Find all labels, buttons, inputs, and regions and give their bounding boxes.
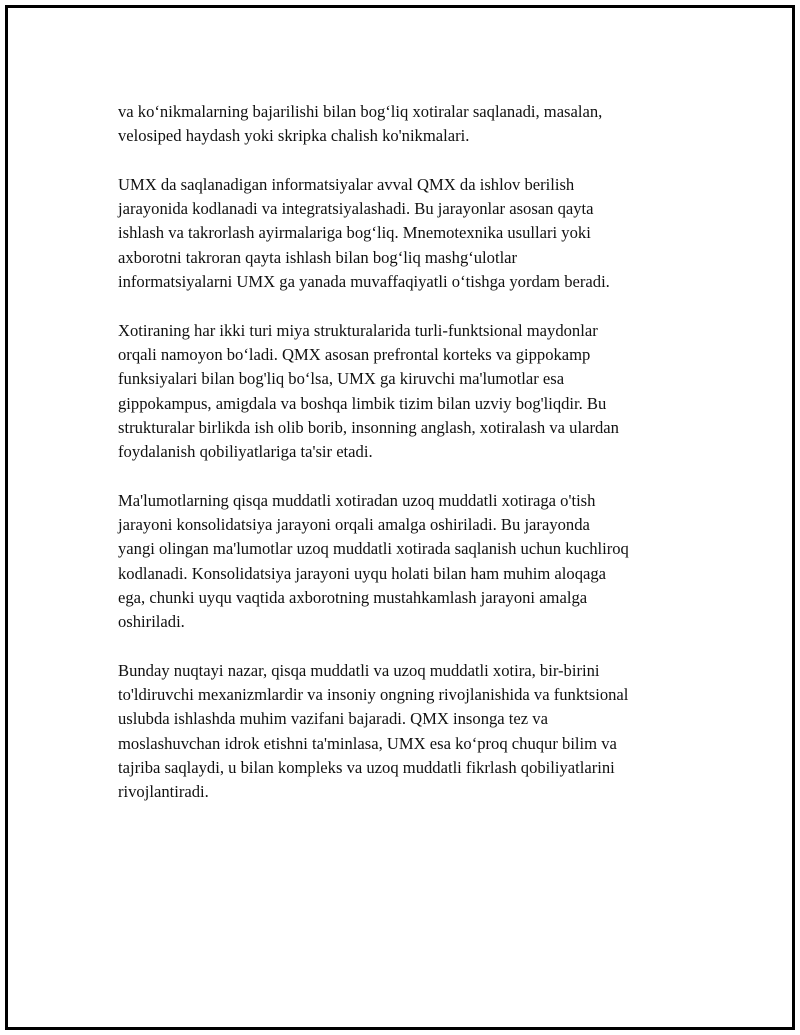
paragraph-4: Ma'lumotlarning qisqa muddatli xotiradan uzoq muddatli xotiraga o'tish jarayoni konsolidatsiya jarayoni orqali amalga oshiriladi. Bu jarayonda yangi olingan ma'lumotlar uzoq muddatli xotirada saqlanish uchun kuchliroq kodlanadi. Konsolidatsiya jarayoni uyqu holati bilan ham muhim aloqaga ega, chunki uyqu vaqtida axborotning mustahkamlash jarayoni amalga oshiriladi. [118, 490, 629, 632]
paragraph-2: UMX da saqlanadigan informatsiyalar avval QMX da ishlov berilish jarayonida kodlanadi va integratsiyalashadi. Bu jarayonlar asosan qayta ishlash va takrorlash ayirmalariga bog‘liq. Mnemotexnika usullari yoki axborotni takroran qayta ishlash bilan bog‘liq mashg‘ulotlar informatsiyalarni UMX ga yanada muvaffaqiyatli o‘tishga yordam beradi. [118, 174, 610, 292]
page-body [118, 100, 703, 829]
paragraph-3: Xotiraning har ikki turi miya strukturalarida turli-funktsional maydonlar orqali namoyon bo‘ladi. QMX asosan prefrontal korteks va gippokamp funksiyalari bilan bog'liq bo‘lsa, UMX ga kiruvchi ma'lumotlar esa gippokampus, amigdala va boshqa limbik tizim bilan uzviy bog'liqdir. Bu strukturalar birlikda ish olib borib, insonning anglash, xotiralash va ulardan foydalanish qobiliyatlariga ta'sir etadi. [118, 320, 619, 462]
paragraph-1: va ko‘nikmalarning bajarilishi bilan bog‘liq xotiralar saqlanadi, masalan, velosiped haydash yoki skripka chalish ko'nikmalari. [118, 102, 603, 146]
paragraph-5: Bunday nuqtayi nazar, qisqa muddatli va uzoq muddatli xotira, bir-birini to'ldiruvchi mexanizmlardir va insoniy ongning rivojlanishida va funktsional uslubda ishlashda muhim vazifani bajaradi. QMX insonga tez va moslashuvchan idrok etishni ta'minlasa, UMX esa ko‘proq chuqur bilim va tajriba saqlaydi, u bilan kompleks va uzoq muddatli fikrlash qobiliyatlarini rivojlantiradi. [118, 660, 629, 802]
page-frame [5, 5, 795, 1030]
